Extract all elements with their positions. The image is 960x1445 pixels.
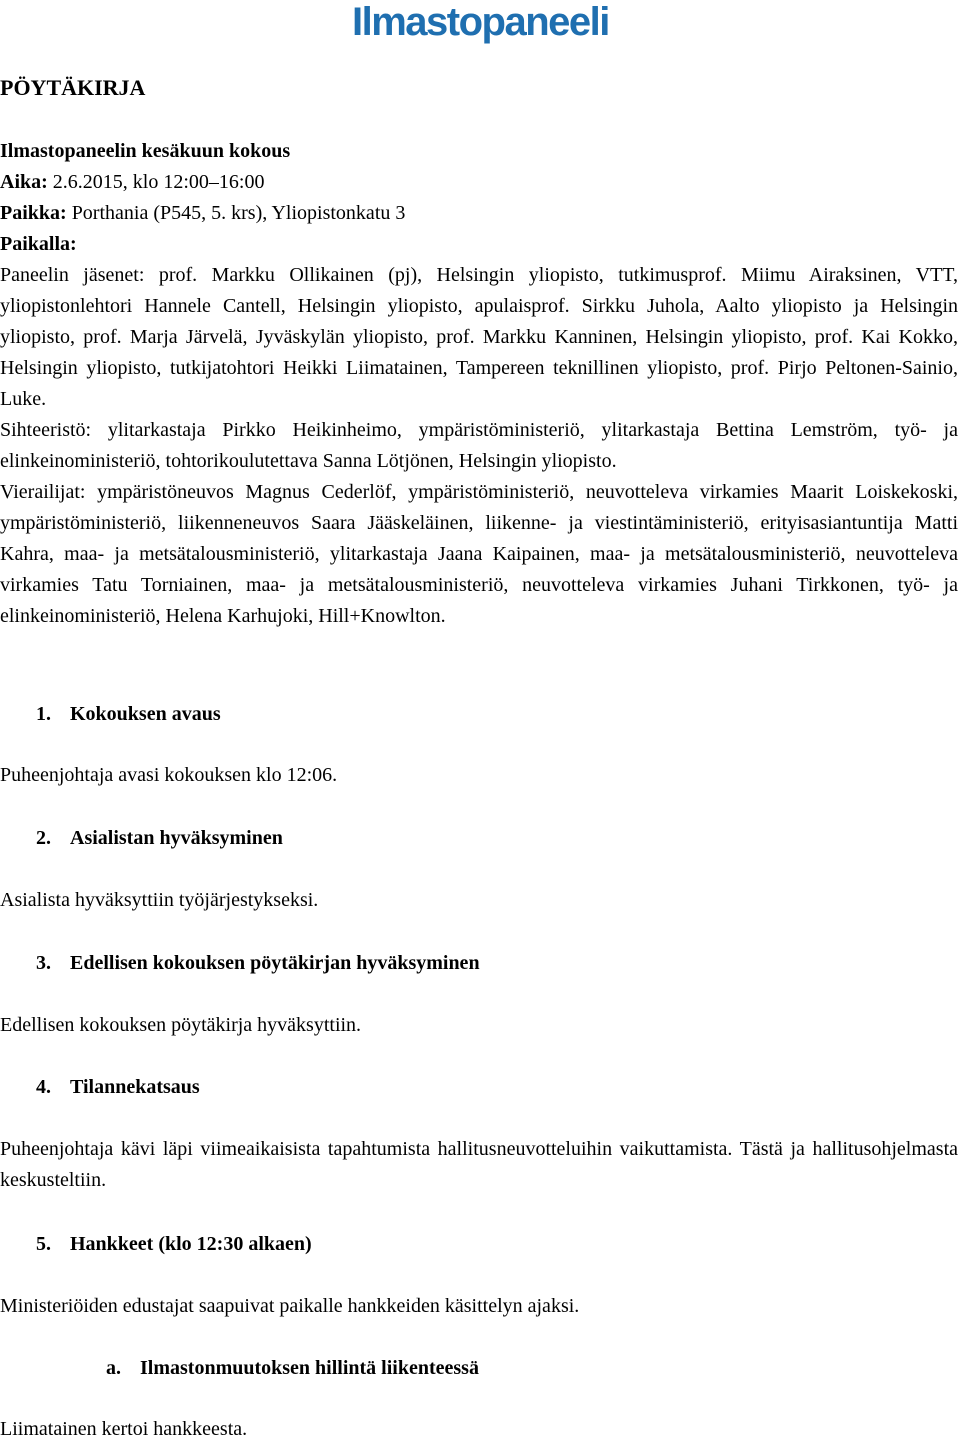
meeting-place — [0, 198, 958, 229]
subsection-heading — [106, 1354, 479, 1382]
section-number: 4. — [36, 1076, 51, 1098]
section-title: Asialistan hyväksyminen — [70, 827, 283, 849]
meeting-title: Ilmastopaneelin kesäkuun kokous — [0, 140, 291, 162]
section-number: 1. — [36, 703, 51, 725]
section-number: 5. — [36, 1233, 51, 1255]
document-title: PÖYTÄKIRJA — [0, 75, 146, 100]
visitors: Vierailijat: ympäristöneuvos Magnus Cederlöf, ympäristöministeriö, neuvotteleva virkamies Maarit Loiskekoski, ympäristöministeriö, liikenneneuvos Saara Jääskeläinen, liikenne- ja viestintäministeriö, erityisasiantuntija Matti Kahra, maa- ja metsätalousministeriö, ylitarkastaja Jaana Kaipainen, maa- ja metsätalousministeriö, neuvotteleva virkamies Tatu Torniainen, maa- ja metsätalousministeriö, neuvotteleva virkamies Juhani Tirkkonen, työ- ja elinkeinoministeriö, Helena Karhujoki, Hill+Knowlton. — [0, 481, 958, 627]
section-number: 2. — [36, 827, 51, 849]
section-heading — [36, 700, 221, 728]
section-heading — [36, 824, 283, 852]
logo: Ilmastopaneeli — [352, 0, 609, 44]
section-heading — [36, 1073, 200, 1101]
place-value: Porthania (P545, 5. krs), Yliopistonkatu 3 — [66, 202, 406, 224]
section-heading — [36, 949, 480, 977]
section-title: Kokouksen avaus — [70, 703, 221, 725]
section-title: Tilannekatsaus — [70, 1076, 200, 1098]
present-label: Paikalla: — [0, 233, 77, 255]
meeting-time — [0, 167, 958, 198]
section-text: Ministeriöiden edustajat saapuivat paikalle hankkeiden käsittelyn ajaksi. — [0, 1295, 580, 1317]
section-number: 3. — [36, 952, 51, 974]
section-title: Edellisen kokouksen pöytäkirjan hyväksyminen — [70, 952, 480, 974]
subsection-number: a. — [106, 1357, 121, 1379]
subsection-title: Ilmastonmuutoksen hillintä liikenteessä — [140, 1357, 479, 1379]
section-text: Edellisen kokouksen pöytäkirja hyväksyttiin. — [0, 1014, 362, 1036]
time-label: Aika: — [0, 171, 48, 193]
meeting-info — [0, 136, 958, 632]
time-value: 2.6.2015, klo 12:00–16:00 — [47, 171, 265, 193]
section-text: Puheenjohtaja avasi kokouksen klo 12:06. — [0, 764, 338, 786]
place-label: Paikka: — [0, 202, 67, 224]
section-text: Puheenjohtaja kävi läpi viimeaikaisista tapahtumista hallitusneuvotteluihin vaikuttamista. Tästä ja hallitusohjelmasta keskusteltiin. — [0, 1138, 958, 1191]
section-title: Hankkeet (klo 12:30 alkaen) — [70, 1233, 312, 1255]
section-text: Asialista hyväksyttiin työjärjestykseksi. — [0, 889, 319, 911]
secretariat: Sihteeristö: ylitarkastaja Pirkko Heikinheimo, ympäristöministeriö, ylitarkastaja Bettina Lemström, työ- ja elinkeinoministeriö, tohtorikoulutettava Sanna Lötjönen, Helsingin yliopisto. — [0, 419, 958, 472]
section-heading — [36, 1230, 312, 1258]
subsection-text: Liimatainen kertoi hankkeesta. — [0, 1418, 248, 1440]
panel-members: Paneelin jäsenet: prof. Markku Ollikainen (pj), Helsingin yliopisto, tutkimusprof. Miimu Airaksinen, VTT, yliopistonlehtori Hannele Cantell, Helsingin yliopisto, apulaisprof. Sirkku Juhola, Aalto yliopisto ja Helsingin yliopisto, prof. Marja Järvelä, Jyväskylän yliopisto, prof. Markku Kanninen, Helsingin yliopisto, prof. Kai Kokko, Helsingin yliopisto, tutkijatohtori Heikki Liimatainen, Tampereen teknillinen yliopisto, prof. Pirjo Peltonen-Sainio, Luke. — [0, 264, 958, 410]
